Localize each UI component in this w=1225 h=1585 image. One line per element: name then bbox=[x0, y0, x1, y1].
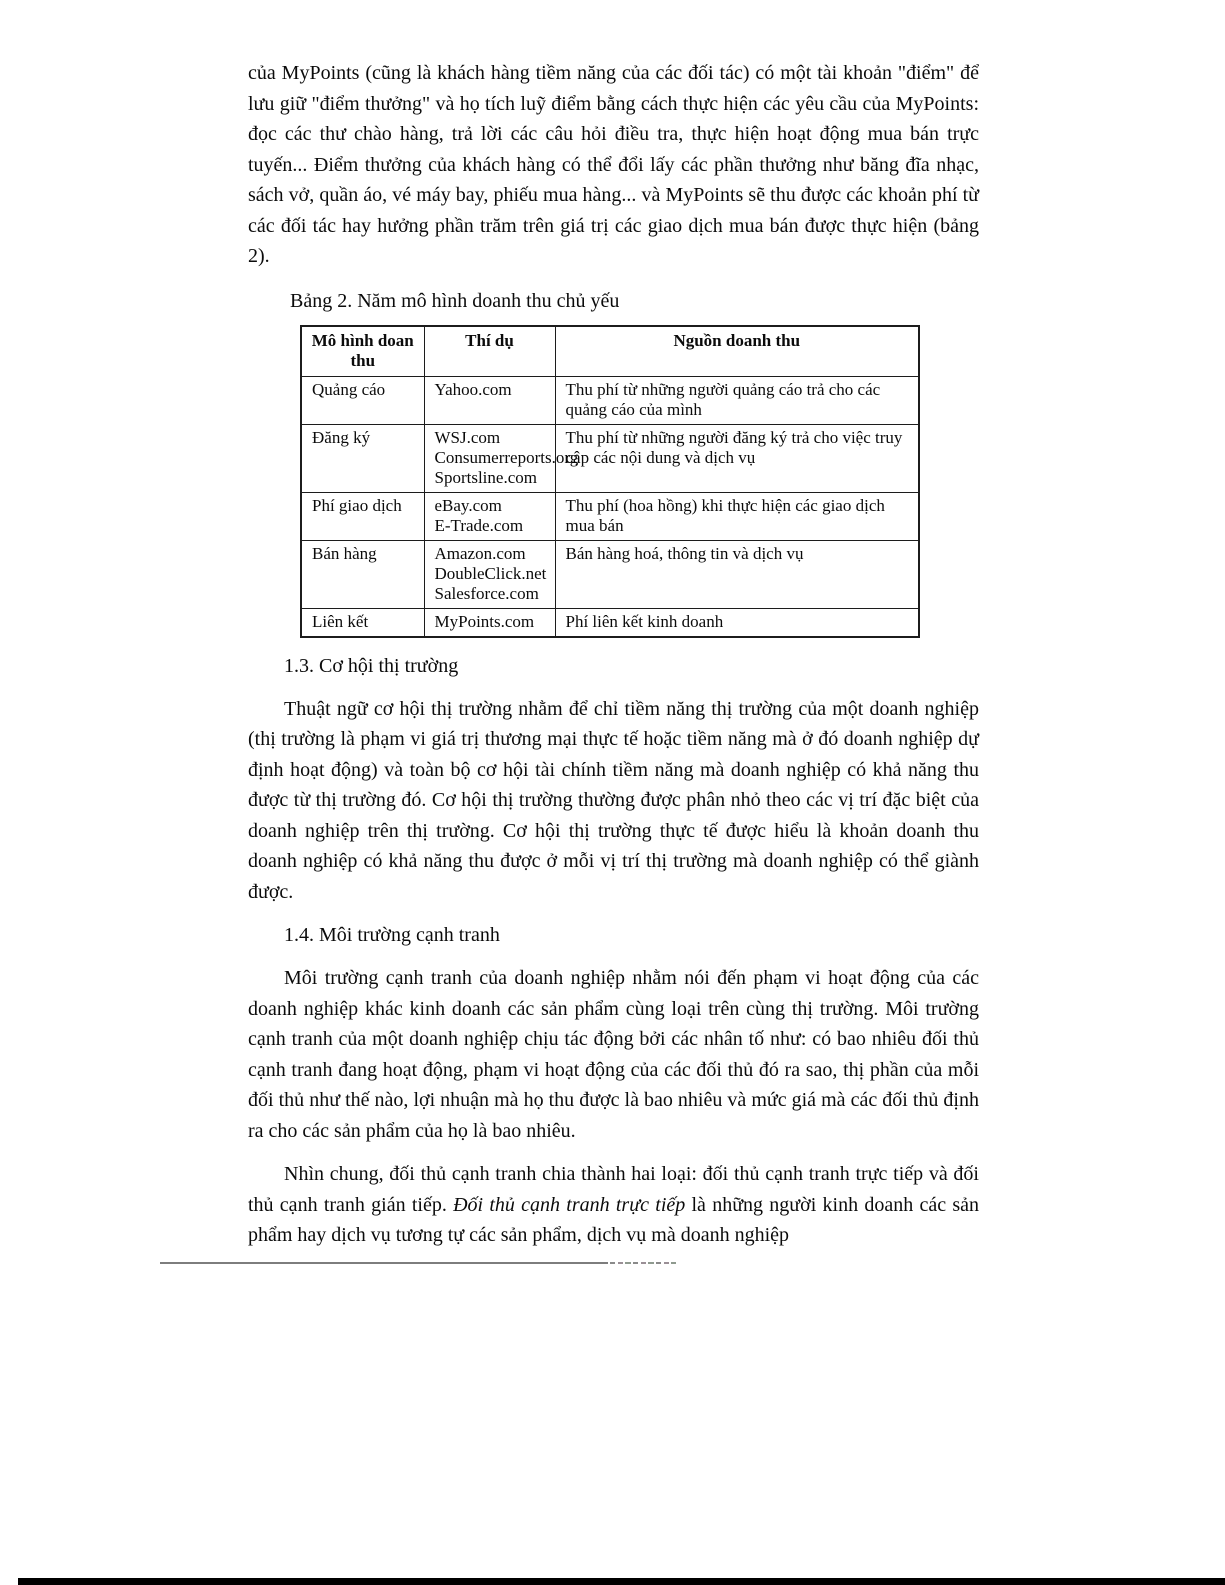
example-line: MyPoints.com bbox=[434, 611, 535, 631]
revenue-models-table-wrapper bbox=[300, 325, 979, 638]
header-cell-example: Thí dụ bbox=[424, 326, 555, 377]
cell-source: Bán hàng hoá, thông tin và dịch vụ bbox=[555, 540, 919, 608]
table-caption: Bảng 2. Năm mô hình doanh thu chủ yếu bbox=[290, 289, 620, 312]
scan-edge-artifact bbox=[18, 1578, 1225, 1585]
table-row bbox=[301, 608, 919, 637]
section-1-4-paragraph-1: Môi trường cạnh tranh của doanh nghiệp nhằm nói đến phạm vi hoạt động của các doanh nghiệp khác kinh doanh các sản phẩm cùng loại trên cùng thị trường. Môi trường cạnh tranh của một doanh nghiệp chịu tác động bởi các nhân tố như: có bao nhiêu đối thủ cạnh tranh đang hoạt động, phạm vi hoạt động của các đối thủ đó ra sao, thị phần của mỗi đối thủ như thế nào, lợi nhuận mà họ thu được là bao nhiêu và mức giá mà các đối thủ định ra cho các sản phẩm của họ là bao nhiêu. bbox=[248, 967, 979, 1142]
cell-model: Liên kết bbox=[301, 608, 424, 637]
cell-examples bbox=[424, 608, 555, 637]
section-1-4-paragraph-2 bbox=[248, 1159, 979, 1251]
cell-source: Thu phí (hoa hồng) khi thực hiện các giao dịch mua bán bbox=[555, 492, 919, 540]
cell-source: Thu phí từ những người quảng cáo trả cho các quảng cáo của mình bbox=[555, 376, 919, 424]
table-header-row bbox=[301, 326, 919, 377]
table-row bbox=[301, 492, 919, 540]
cell-examples bbox=[424, 540, 555, 608]
italic-term: Đối thủ cạnh tranh trực tiếp bbox=[453, 1193, 686, 1216]
table-row bbox=[301, 540, 919, 608]
cell-model: Quảng cáo bbox=[301, 376, 424, 424]
cell-model: Bán hàng bbox=[301, 540, 424, 608]
cell-model: Đăng ký bbox=[301, 424, 424, 492]
header-cell-model: Mô hình doan thu bbox=[301, 326, 424, 377]
example-line: Salesforce.com bbox=[434, 583, 539, 603]
page-body bbox=[248, 58, 979, 1251]
example-line: Sportsline.com bbox=[434, 467, 537, 487]
cell-source: Thu phí từ những người đăng ký trả cho việc truy cập các nội dung và dịch vụ bbox=[555, 424, 919, 492]
cell-model: Phí giao dịch bbox=[301, 492, 424, 540]
example-line: E-Trade.com bbox=[434, 515, 524, 535]
paragraph-text: Nhìn chung, đối thủ cạnh tranh chia thành hai loại: đối thủ cạnh tranh trực tiếp và đối thủ cạnh tranh gián tiếp. bbox=[248, 1163, 979, 1216]
section-heading-1-4: 1.4. Môi trường cạnh tranh bbox=[284, 924, 500, 946]
example-line: Yahoo.com bbox=[434, 379, 512, 399]
cell-examples bbox=[424, 492, 555, 540]
example-line: eBay.com bbox=[434, 495, 502, 515]
example-line: Consumerreports.org bbox=[434, 447, 579, 467]
table-row bbox=[301, 424, 919, 492]
intro-paragraph: của MyPoints (cũng là khách hàng tiềm năng của các đối tác) có một tài khoản "điểm" để lưu giữ "điểm thưởng" và họ tích luỹ điểm bằng cách thực hiện các yêu cầu của MyPoints: đọc các thư chào hàng, trả lời các câu hỏi điều tra, thực hiện hoạt động mua bán trực tuyến... Điểm thưởng của khách hàng có thể đổi lấy các phần thưởng như băng đĩa nhạc, sách vở, quần áo, vé máy bay, phiếu mua hàng... và MyPoints sẽ thu được các khoản phí từ các đối tác hay hưởng phần trăm trên giá trị các giao dịch mua bán được thực hiện (bảng 2). bbox=[248, 62, 979, 267]
section-heading-1-3: 1.3. Cơ hội thị trường bbox=[284, 654, 459, 677]
footer-divider-line bbox=[160, 1262, 608, 1264]
header-cell-source: Nguồn doanh thu bbox=[555, 326, 919, 377]
footer-divider-dashes bbox=[610, 1262, 676, 1264]
cell-source: Phí liên kết kinh doanh bbox=[555, 608, 919, 637]
section-1-3-paragraph: Thuật ngữ cơ hội thị trường nhằm để chỉ tiềm năng thị trường của một doanh nghiệp (thị trường là phạm vi giá trị thương mại thực tế hoặc tiềm năng mà ở đó doanh nghiệp dự định hoạt động) và toàn bộ cơ hội tài chính tiềm năng mà doanh nghiệp có khả năng thu được từ thị trường đó. Cơ hội thị trường thường được phân nhỏ theo các vị trí đặc biệt của doanh nghiệp trên thị trường. Cơ hội thị trường thực tế được hiểu là khoản doanh thu doanh nghiệp có khả năng thu được ở mỗi vị trí thị trường mà doanh nghiệp có thể giành được. bbox=[248, 697, 979, 903]
paragraph-text: là những người kinh doanh các sản phẩm hay dịch vụ tương tự các sản phẩm, dịch vụ mà doanh nghiệp bbox=[248, 1193, 979, 1246]
cell-examples bbox=[424, 376, 555, 424]
cell-examples bbox=[424, 424, 579, 492]
example-line: Amazon.com bbox=[434, 543, 526, 563]
example-line: WSJ.com bbox=[434, 427, 501, 447]
table-row bbox=[301, 376, 919, 424]
revenue-models-table bbox=[300, 325, 920, 638]
example-line: DoubleClick.net bbox=[434, 563, 547, 583]
